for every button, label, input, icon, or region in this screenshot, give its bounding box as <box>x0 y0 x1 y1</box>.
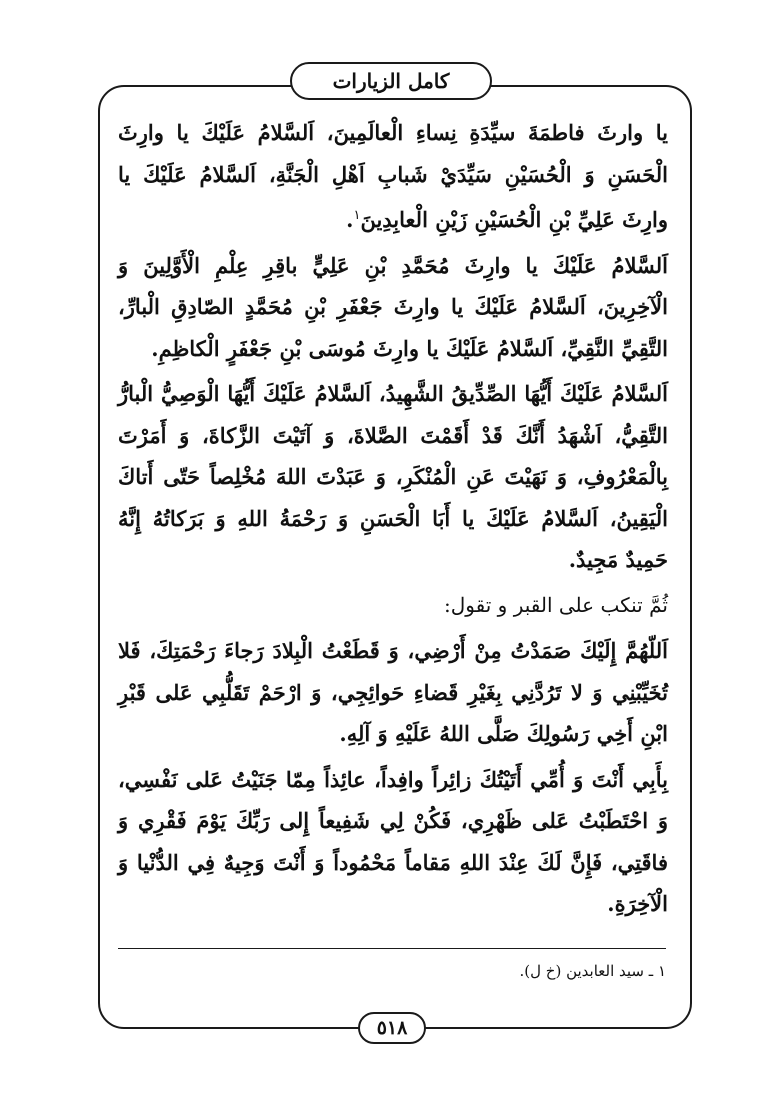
paragraph-4: اَللّهُمَّ إِلَيْكَ صَمَدْتُ مِنْ أَرْضِي، وَ قَطَعْتُ الْبِلادَ رَجاءَ رَحْمَتِكَ، فَلا تُخَيِّبْنِي وَ لا تَرُدَّنِي بِغَيْرِ قَضاءِ حَوائِجِي، وَ ارْحَمْ تَقَلُّبِي عَلى قَبْرِ ابْنِ أَخِي رَسُولِكَ صَلَّى اللهُ عَلَيْهِ وَ آلِهِ. <box>118 638 668 746</box>
footnote: ١ ـ سيد العابدين (خ ل). <box>519 962 666 980</box>
header-title: كامل الزيارات <box>332 69 450 93</box>
paragraph-2: اَلسَّلامُ عَلَيْكَ يا وارِثَ مُحَمَّدِ بْنِ عَلِيٍّ باقِرِ عِلْمِ الْأَوَّلِينَ وَ الْآخِرِينَ، اَلسَّلامُ عَلَيْكَ يا وارِثَ جَعْفَرِ بْنِ مُحَمَّدٍ الصّادِقِ الْبارِّ، التَّقِيِّ النَّقِيِّ، اَلسَّلامُ عَلَيْكَ يا وارِثَ مُوسَى بْنِ جَعْفَرٍ الْكاظِمِ. <box>118 252 668 361</box>
instruction-line: ثُمَّ تنكب على القبر و تقول: <box>444 592 668 617</box>
paragraph-3: اَلسَّلامُ عَلَيْكَ أَيُّهَا الصِّدِّيقُ الشَّهِيدُ، اَلسَّلامُ عَلَيْكَ أَيُّهَا الْوَصِيُّ الْبارُّ التَّقِيُّ، اَشْهَدُ أَنَّكَ قَدْ أَقَمْتَ الصَّلاةَ، وَ آتَيْتَ الزَّكاةَ، وَ أَمَرْتَ بِالْمَعْرُوفِ، وَ نَهَيْتَ عَنِ الْمُنْكَرِ، وَ عَبَدْتَ اللهَ مُخْلِصاً حَتّى أَتاكَ الْيَقِينُ، اَلسَّلامُ عَلَيْكَ يا أَبَا الْحَسَنِ وَ رَحْمَةُ اللهِ وَ بَرَكاتُهُ إِنَّهُ حَمِيدٌ مَجِيدٌ. <box>118 381 668 572</box>
main-text <box>118 112 668 925</box>
page-number: ٥١٨ <box>358 1012 426 1044</box>
paragraph-1: يا وارثَ فاطمَةَ سيِّدَةِ نِساءِ الْعالَمِينَ، اَلسَّلامُ عَلَيْكَ يا وارِثَ الْحَسَنِ وَ الْحُسَيْنِ سَيِّدَيْ شَبابِ اَهْلِ الْجَنَّةِ، اَلسَّلامُ عَلَيْكَ يا وارِثَ عَلِيِّ بْنِ الْحُسَيْنِ زَيْنِ الْعابِدِينَ$^١$. <box>118 120 668 232</box>
footnote-separator <box>118 948 666 949</box>
footnote-marker: ١ <box>353 208 361 223</box>
paragraph-5: بِأَبِي أَنْتَ وَ أُمِّي أَتَيْتُكَ زائِراً وافِداً، عائِذاً مِمّا جَنَيْتُ عَلى نَفْسِي، وَ احْتَطَبْتُ عَلى ظَهْرِي، فَكُنْ لِي شَفِيعاً إِلى رَبِّكَ يَوْمَ فَقْرِي وَ فاقَتِي، فَإِنَّ لَكَ عِنْدَ اللهِ مَقاماً مَحْمُوداً وَ أَنْتَ وَجِيهٌ فِي الدُّنْيا وَ الْآخِرَةِ. <box>118 766 668 916</box>
running-header <box>290 62 492 100</box>
